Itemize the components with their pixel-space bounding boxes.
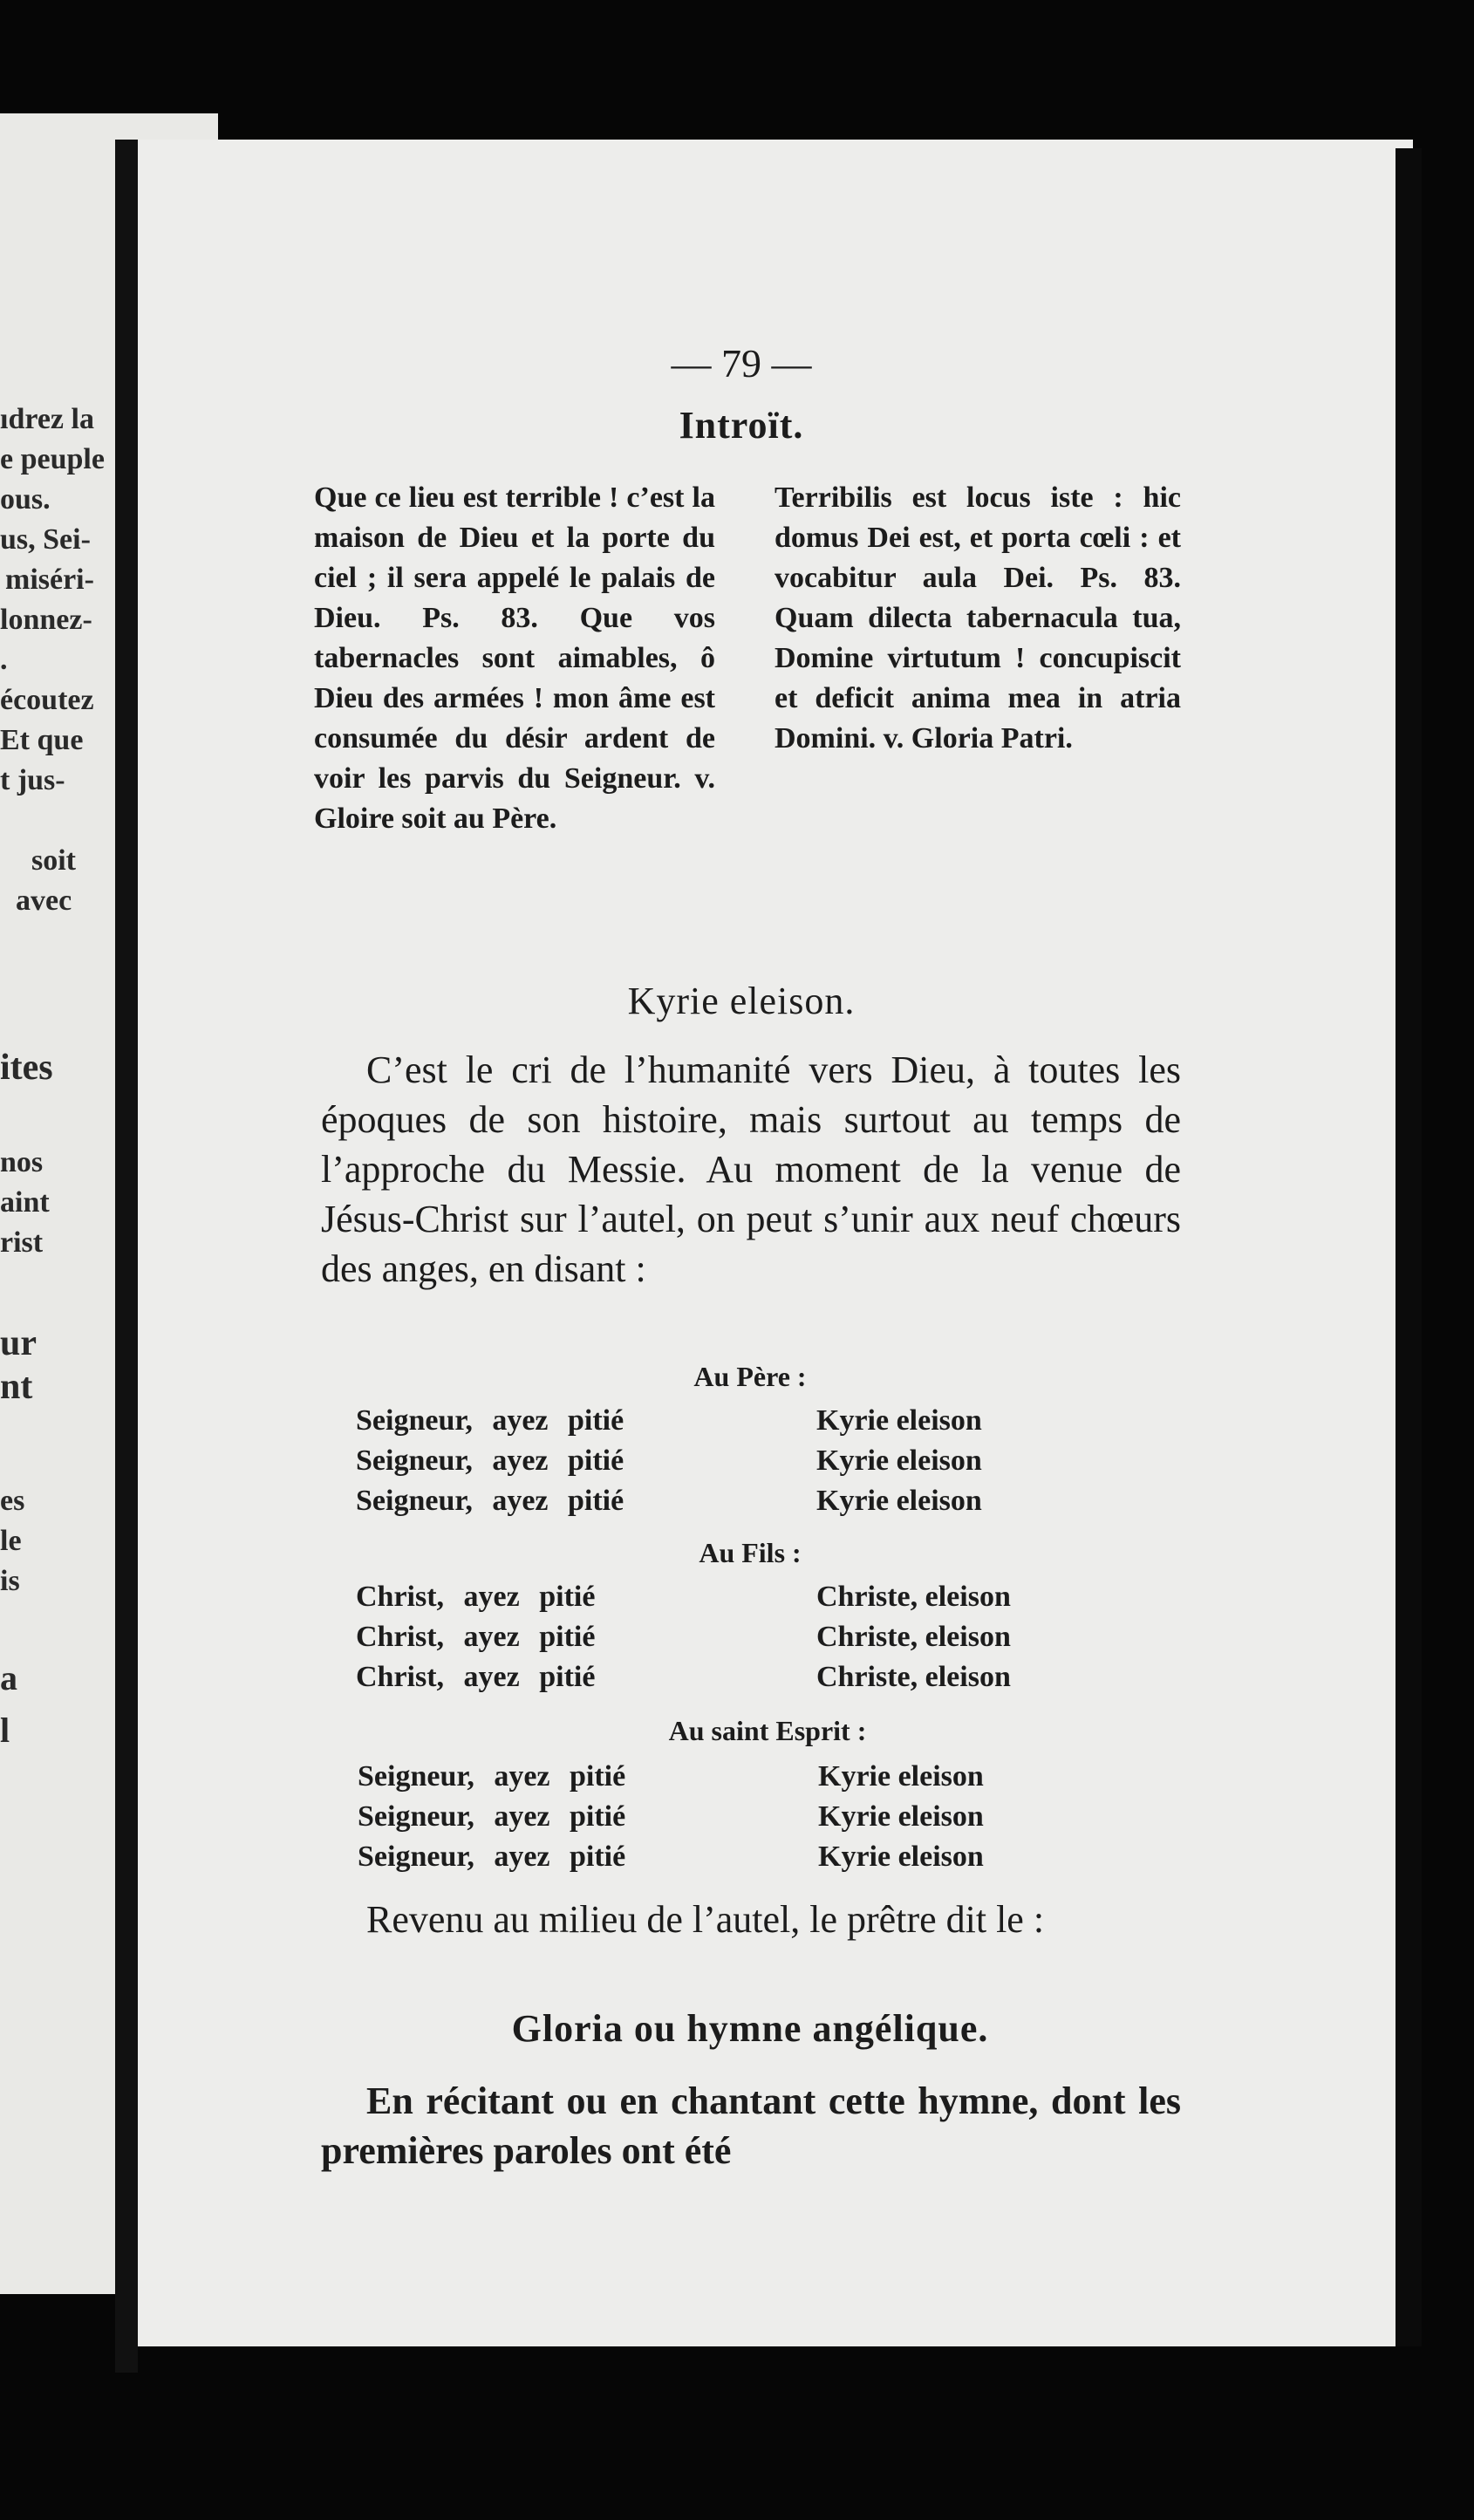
invocation-latin: Christe, eleison [816,1621,1011,1653]
invocation-french: Seigneur, ayez pitié [356,1444,624,1477]
invocation-latin: Kyrie eleison [816,1485,982,1517]
left-fragment: miséri- [5,563,94,596]
introit-french-text: Que ce lieu est terrible ! c’est la maison de Dieu et la porte du ciel ; il sera appelé le palais de Dieu. Ps. 83. Que vos tabernacles sont aimables, ô Dieu des armées ! mon âme est consumée du désir ardent de voir les parvis du Seigneur. v. Gloire soit au Père. [314,481,715,835]
invocation-latin: Christe, eleison [816,1661,1011,1693]
left-fragment: soit [31,844,76,877]
page-number: — 79 — [671,341,812,386]
group-heading-saint-esprit: Au saint Esprit : [668,1715,867,1746]
left-fragment: l [0,1711,10,1750]
book-gutter [115,140,138,2373]
invocation-french: Seigneur, ayez pitié [358,1760,626,1793]
left-fragment: is [0,1565,20,1597]
invocation-french: Seigneur, ayez pitié [356,1485,624,1517]
kyrie-intro-paragraph: C’est le cri de l’humanité vers Dieu, à toutes les époques de son histoire, mais surtout au temps de l’approche du Messie. Au moment de la venue de Jésus-Christ sur l’autel, on peut s’unir aux neuf chœurs des anges, en disant : [321,1048,1181,1290]
invocation-latin: Christe, eleison [816,1581,1011,1613]
left-fragment: ur [0,1323,37,1363]
gloria-heading: Gloria ou hymne angélique. [511,2007,989,2050]
invocation-latin: Kyrie eleison [818,1840,984,1873]
left-fragment: es [0,1485,25,1517]
kyrie-heading: Kyrie eleison. [627,980,856,1022]
invocation-latin: Kyrie eleison [816,1444,982,1477]
invocation-french: Seigneur, ayez pitié [358,1800,626,1833]
left-fragment: le [0,1525,22,1557]
left-fragment: ous. [0,483,51,516]
left-fragment: ıdrez la [0,403,94,435]
page-edge [1396,148,1422,2346]
invocation-french: Seigneur, ayez pitié [358,1840,626,1873]
group-heading-fils: Au Fils : [699,1537,802,1568]
left-fragment: rist [0,1226,44,1259]
invocation-french: Seigneur, ayez pitié [356,1404,624,1437]
left-fragment: t jus- [0,764,65,796]
left-fragment: avec [16,884,72,917]
invocation-french: Christ, ayez pitié [356,1621,596,1653]
left-fragment: écoutez [0,684,94,716]
left-fragment: nos [0,1146,44,1178]
left-fragment: nt [0,1367,33,1407]
invocation-latin: Kyrie eleison [818,1760,984,1793]
invocation-latin: Kyrie eleison [816,1404,982,1437]
left-fragment: a [0,1658,17,1697]
introit-latin-text: Terribilis est locus iste : hic domus Dei est, et porta cœli : et vocabitur aula Dei. Ps. 83. Quam dilecta tabernacula tua, Domine virtutum ! concupiscit et deficit anima mea in atria Domini. v. Gloria Patri. [775,481,1181,755]
invocation-french: Christ, ayez pitié [356,1661,596,1693]
left-fragment: aint [0,1186,50,1219]
left-fragment: lonnez- [0,604,92,636]
left-fragment: us, Sei- [0,523,91,556]
left-fragment: . [0,644,8,676]
left-fragment: e peuple [0,443,105,475]
group-heading-pere: Au Père : [693,1361,807,1392]
left-fragment: ites [0,1048,53,1088]
closing-paragraph: Revenu au milieu de l’autel, le prêtre dit le : [366,1898,1045,1941]
invocation-french: Christ, ayez pitié [356,1581,596,1613]
introit-heading: Introït. [679,404,804,447]
left-fragment: Et que [0,724,84,756]
invocation-latin: Kyrie eleison [818,1800,984,1833]
gloria-intro-paragraph: En récitant ou en chantant cette hymne, dont les premières paroles ont été [321,2080,1181,2172]
